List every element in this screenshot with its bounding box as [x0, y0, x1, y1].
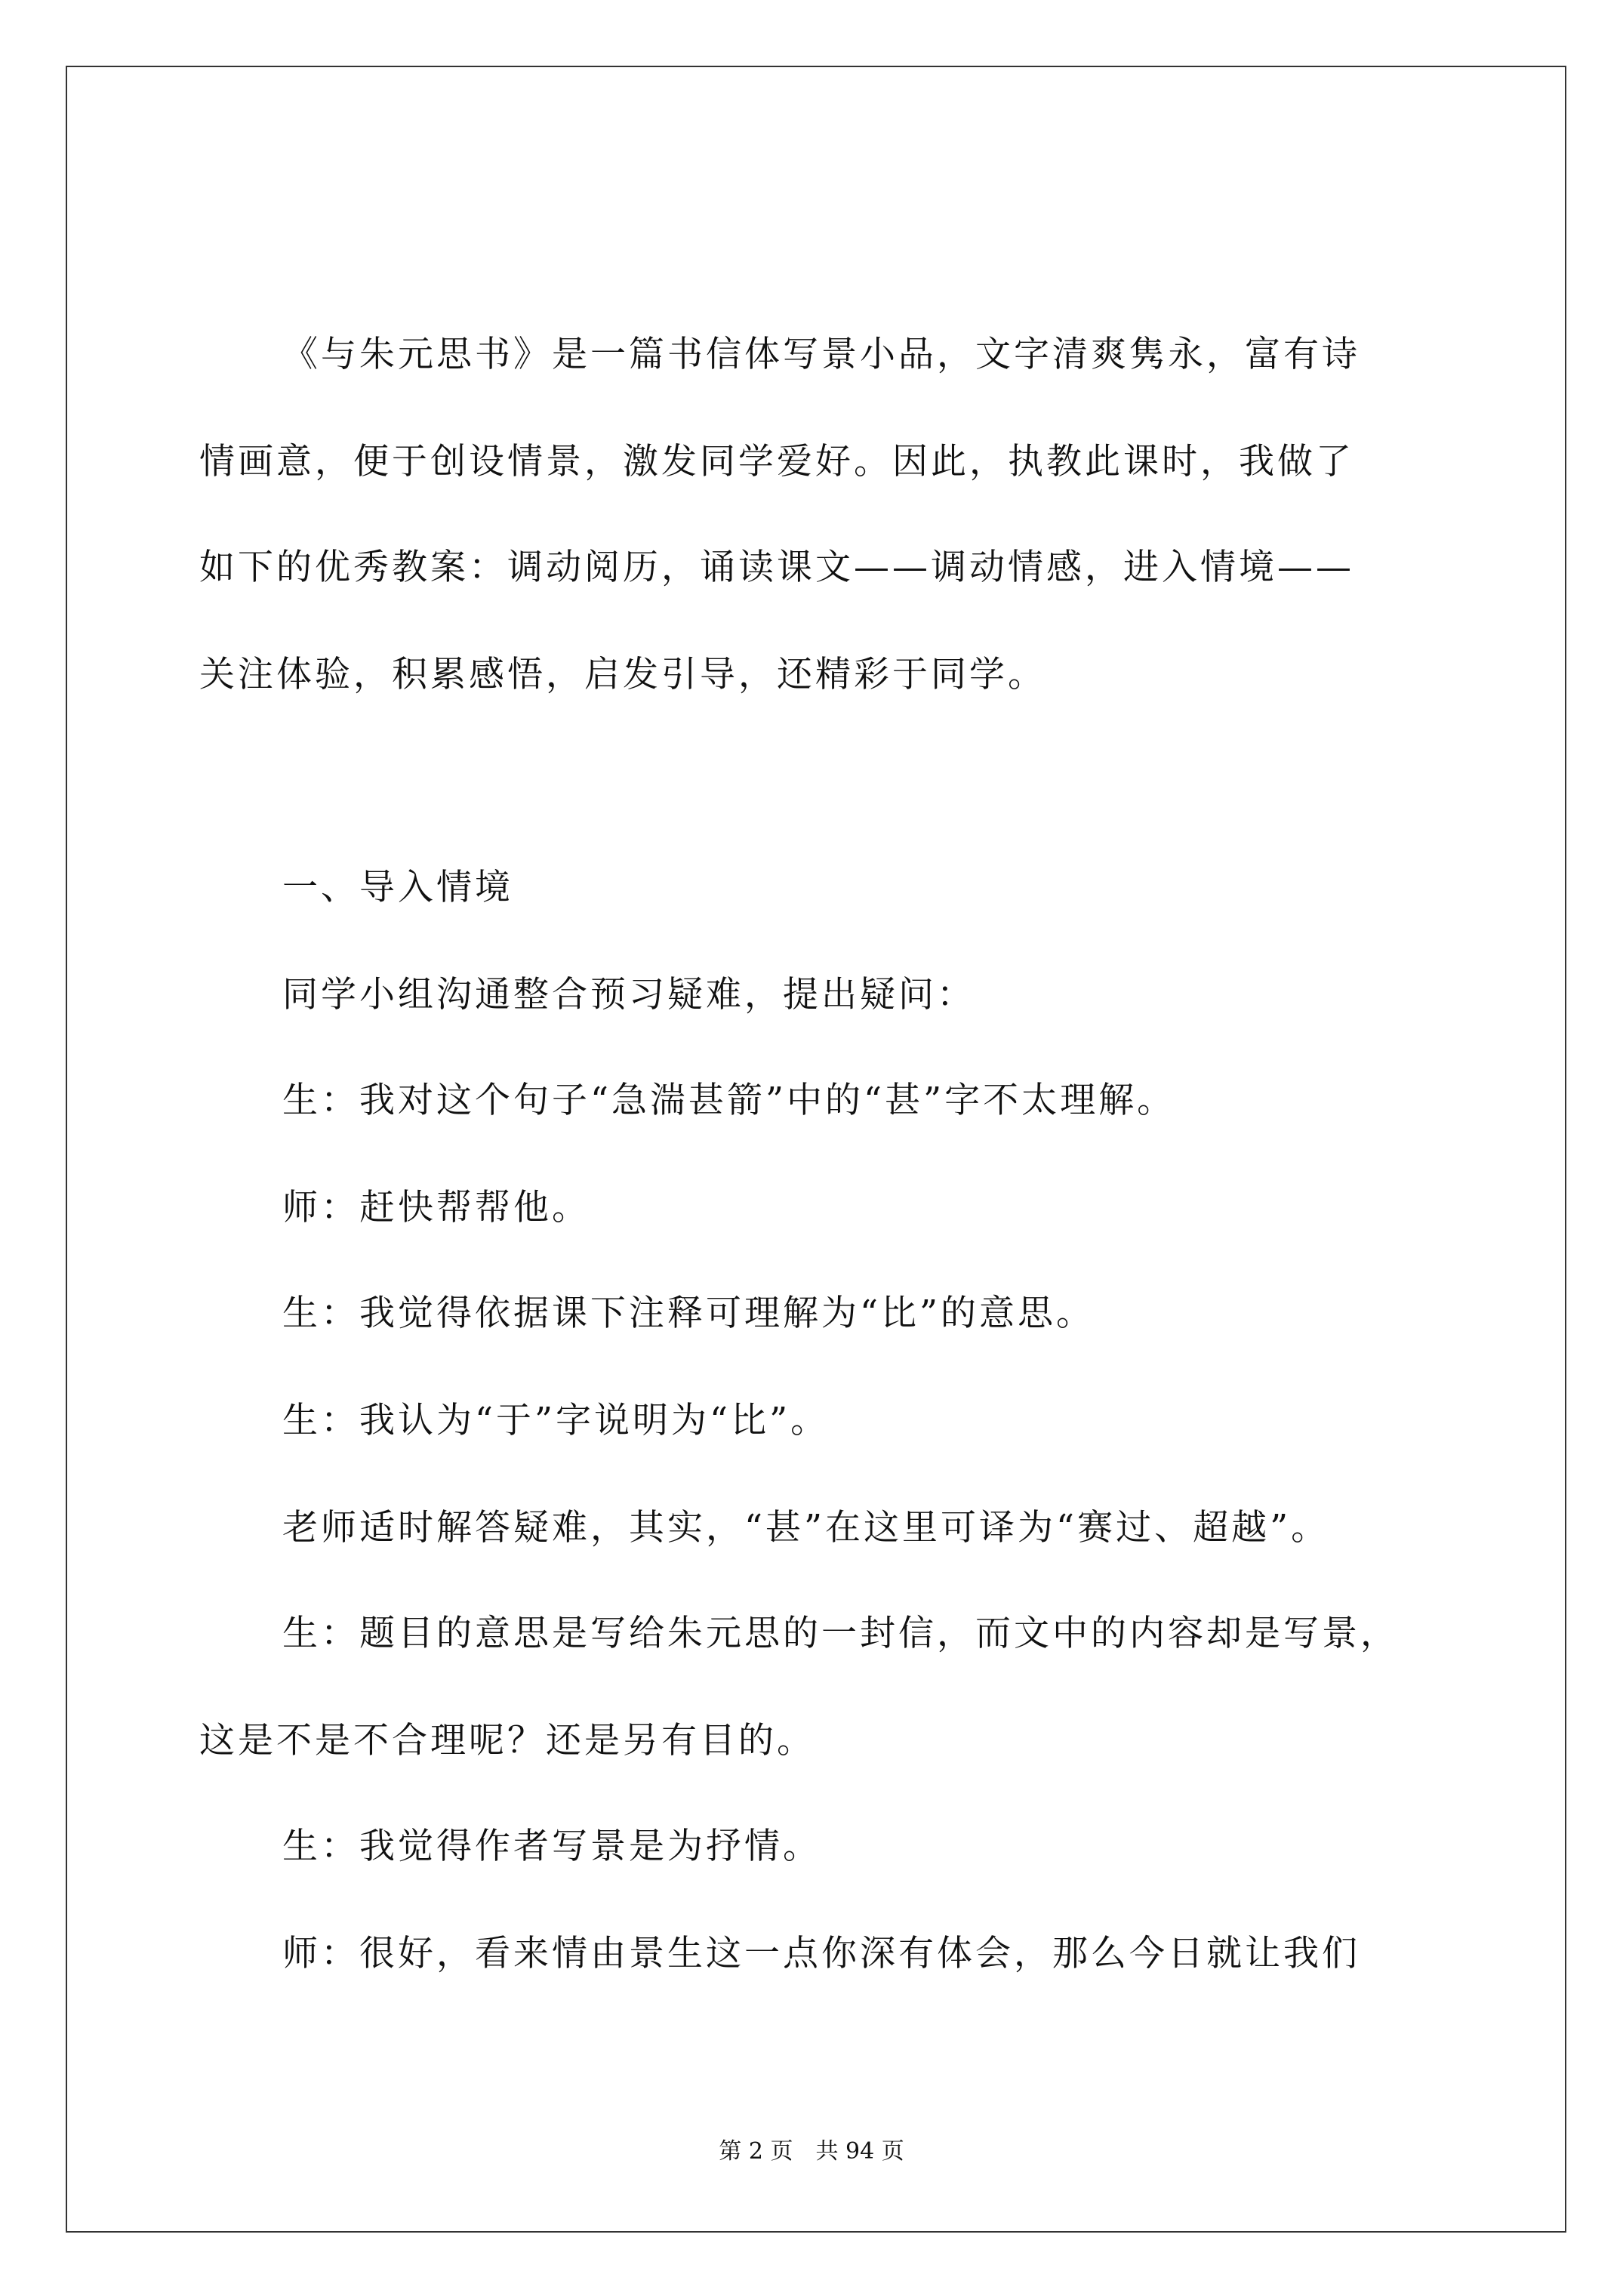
body-line-6: 老师适时解答疑难，其实，“甚”在这里可译为“赛过、超越”。 [282, 1507, 1330, 1549]
body-line-7: 生：题目的意思是写给朱元思的一封信，而文中的内容却是写景， [282, 1613, 1399, 1654]
body-line-4: 生：我觉得依据课下注释可理解为“比”的意思。 [282, 1293, 1095, 1334]
body-line-2: 生：我对这个句子“急湍甚箭”中的“甚”字不太理解。 [282, 1080, 1176, 1121]
intro-line-3: 如下的优秀教案：调动阅历，诵读课文——调动情感，进入情境—— [199, 547, 1354, 588]
body-line-3: 师：赶快帮帮他。 [282, 1187, 590, 1228]
body-line-1: 同学小组沟通整合预习疑难，提出疑问： [282, 974, 975, 1015]
body-line-8: 这是不是不合理呢？还是另有目的。 [199, 1720, 815, 1761]
body-line-5: 生：我认为“于”字说明为“比”。 [282, 1400, 830, 1441]
page-footer [0, 2137, 1623, 2167]
intro-line-4: 关注体验，积累感悟，启发引导，还精彩于同学。 [199, 654, 1046, 695]
page-number: 第 2 页 [719, 2138, 793, 2165]
section-heading: 一、导入情境 [282, 867, 513, 908]
intro-line-2: 情画意，便于创设情景，激发同学爱好。因此，执教此课时，我做了 [199, 441, 1354, 482]
body-line-9: 生：我觉得作者写景是为抒情。 [282, 1826, 821, 1867]
intro-line-1: 《与朱元思书》是一篇书信体写景小品，文字清爽隽永，富有诗 [282, 334, 1360, 375]
page-total: 共 94 页 [815, 2138, 904, 2165]
page-frame [66, 66, 1566, 2233]
body-line-10: 师：很好，看来情由景生这一点你深有体会，那么今日就让我们 [282, 1933, 1360, 1974]
